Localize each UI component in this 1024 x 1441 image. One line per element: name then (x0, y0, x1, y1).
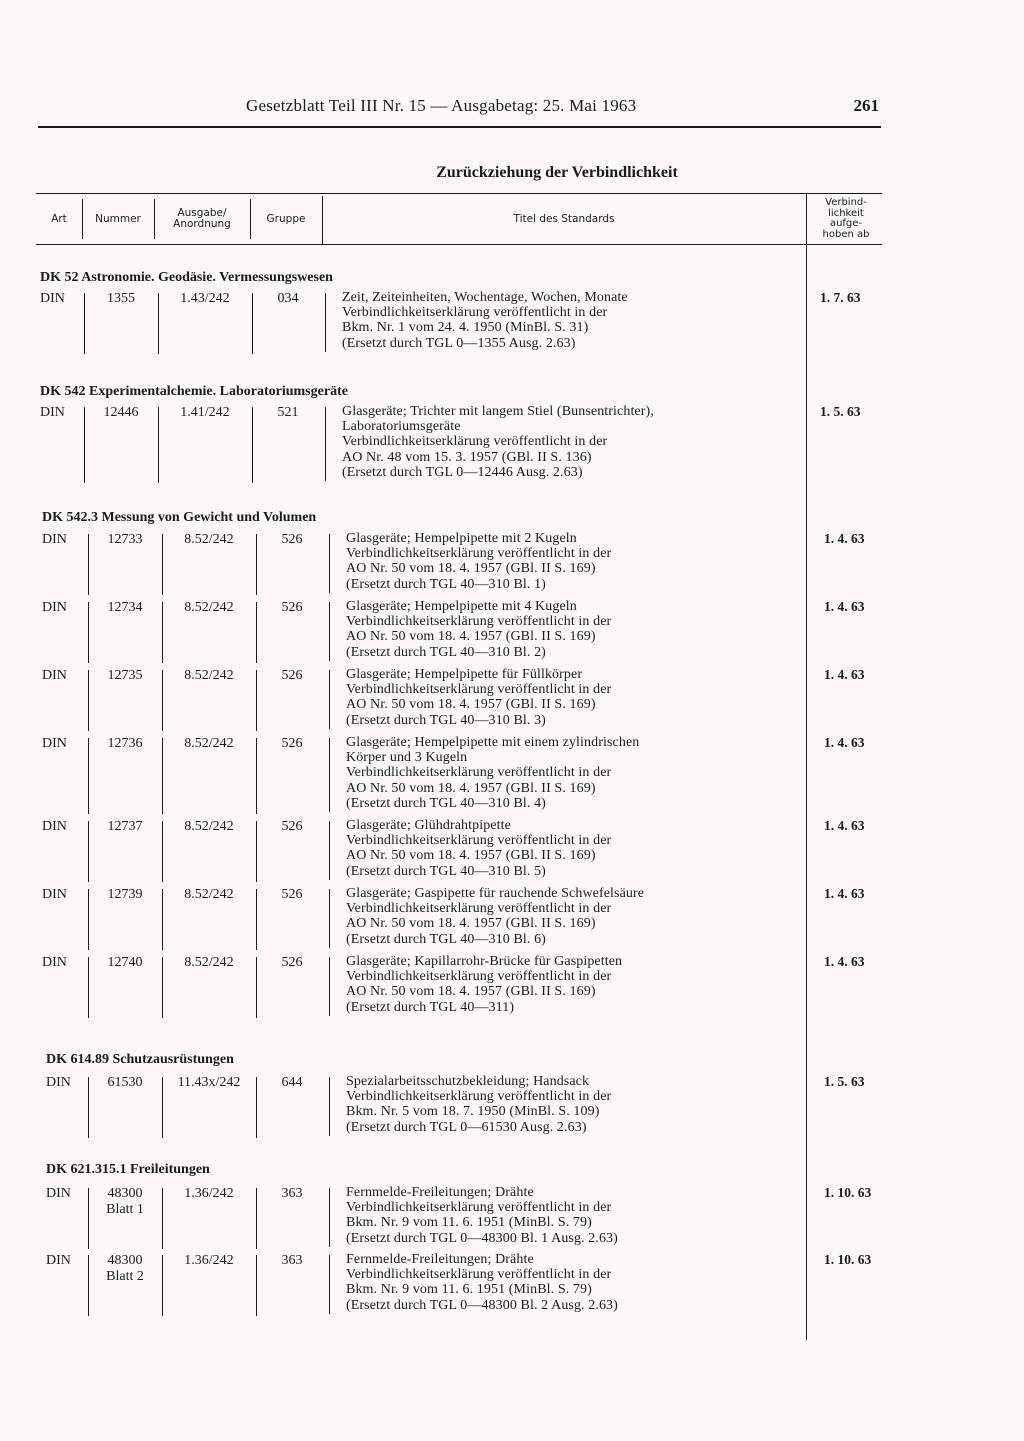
cell-nummer: 48300 (107, 1186, 143, 1201)
group-heading: DK 52 Astronomie. Geodäsie. Vermessungswesen (40, 270, 333, 285)
cell-art: DIN (42, 887, 67, 902)
title-line: AO Nr. 50 vom 18. 4. 1957 (GBl. II S. 169) (346, 780, 596, 796)
column-rule (252, 407, 253, 483)
title-rule (325, 293, 326, 352)
title-line: Verbindlichkeitserklärung veröffentlicht in der (346, 901, 612, 917)
column-rule (88, 821, 89, 882)
title-rule (329, 1077, 330, 1136)
cell-ausgabe: 8.52/242 (184, 600, 234, 615)
cell-ausgabe: 1.43/242 (180, 291, 230, 306)
cell-art: DIN (46, 1075, 71, 1090)
cell-ausgabe: 8.52/242 (184, 955, 234, 970)
title-line: (Ersetzt durch TGL 40—310 Bl. 4) (346, 795, 546, 811)
column-rule (256, 957, 257, 1018)
title-rule (329, 957, 330, 1016)
column-rule (256, 1255, 257, 1316)
cell-date: 1. 4. 63 (824, 954, 865, 969)
title-rule (329, 889, 330, 948)
cell-nummer: 12734 (107, 600, 143, 615)
column-rule (256, 821, 257, 882)
column-rule (162, 1077, 163, 1138)
cell-art: DIN (42, 736, 67, 751)
column-rule (256, 1077, 257, 1138)
column-rule (84, 293, 85, 354)
column-rule (162, 534, 163, 595)
cell-date: 1. 4. 63 (824, 818, 865, 833)
cell-date: 1. 10. 63 (824, 1185, 872, 1200)
title-line: Bkm. Nr. 5 vom 18. 7. 1950 (MinBl. S. 109) (346, 1104, 600, 1120)
column-rule (88, 738, 89, 814)
column-rule (88, 602, 89, 663)
cell-gruppe: 526 (281, 887, 303, 902)
column-rule (256, 670, 257, 731)
col-titel: Titel des Standards (513, 212, 615, 225)
section-title: Zurückziehung der Verbindlichkeit (436, 164, 678, 181)
page-number: 261 (853, 96, 879, 115)
title-line: Glasgeräte; Gaspipette für rauchende Schwefelsäure (346, 886, 645, 901)
cell-ausgabe: 8.52/242 (184, 668, 234, 683)
title-line: Glasgeräte; Glühdrahtpipette (346, 818, 511, 833)
cell-ausgabe: 8.52/242 (184, 736, 234, 751)
column-rule (88, 889, 89, 950)
title-line: Glasgeräte; Hempelpipette mit 2 Kugeln (346, 531, 577, 546)
cell-date: 1. 4. 63 (824, 735, 865, 750)
cell-date: 1. 10. 63 (824, 1252, 872, 1267)
cell-ausgabe: 8.52/242 (184, 887, 234, 902)
column-rule (256, 534, 257, 595)
title-rule (329, 821, 330, 880)
group-heading: DK 621.315.1 Freileitungen (46, 1162, 210, 1177)
cell-ausgabe: 8.52/242 (184, 819, 234, 834)
title-line: Zeit, Zeiteinheiten, Wochentage, Wochen, Monate (342, 290, 628, 305)
title-line: AO Nr. 50 vom 18. 4. 1957 (GBl. II S. 169) (346, 984, 596, 1000)
title-line: Glasgeräte; Trichter mit langem Stiel (Bunsentrichter), (342, 404, 654, 419)
title-line: Verbindlichkeitserklärung veröffentlicht in der (346, 969, 612, 985)
column-rule (88, 1188, 89, 1249)
col-ausgabe: Ausgabe/ Anordnung (173, 207, 231, 230)
cell-art: DIN (42, 532, 67, 547)
cell-gruppe: 526 (281, 668, 303, 683)
title-rule (329, 670, 330, 729)
title-line: Spezialarbeitsschutzbekleidung; Handsack (346, 1074, 590, 1089)
cell-date: 1. 5. 63 (824, 1074, 865, 1089)
cell-art: DIN (40, 405, 65, 420)
cell-gruppe: 526 (281, 955, 303, 970)
cell-date: 1. 4. 63 (824, 667, 865, 682)
cell-ausgabe: 1.36/242 (184, 1253, 234, 1268)
cell-date: 1. 4. 63 (824, 599, 865, 614)
column-rule (158, 293, 159, 354)
group-heading: DK 542.3 Messung von Gewicht und Volumen (42, 510, 317, 525)
title-rule (329, 602, 330, 661)
title-line: AO Nr. 50 vom 18. 4. 1957 (GBl. II S. 169) (346, 916, 596, 932)
title-line: (Ersetzt durch TGL 40—310 Bl. 1) (346, 576, 546, 592)
column-rule (84, 407, 85, 483)
cell-nummer: 12737 (107, 819, 143, 834)
cell-nummer: 61530 (107, 1075, 143, 1090)
title-rule (329, 1188, 330, 1247)
col-gruppe: Gruppe (266, 212, 306, 225)
cell-date: 1. 5. 63 (820, 404, 861, 419)
title-line: Verbindlichkeitserklärung veröffentlicht in der (346, 833, 612, 849)
cell-art: DIN (40, 291, 65, 306)
cell-art: DIN (46, 1253, 71, 1268)
column-rule (158, 407, 159, 483)
table-header (36, 193, 882, 245)
col-art: Art (51, 212, 67, 225)
cell-gruppe: 526 (281, 736, 303, 751)
cell-date: 1. 4. 63 (824, 886, 865, 901)
col-verbindlichkeit: Verbind- lichkeit aufge- hoben ab (822, 197, 870, 240)
column-rule (162, 1255, 163, 1316)
title-line: Fernmelde-Freileitungen; Drähte (346, 1252, 534, 1267)
cell-art: DIN (42, 955, 67, 970)
title-rule (329, 1255, 330, 1314)
cell-gruppe: 526 (281, 532, 303, 547)
cell-date: 1. 4. 63 (824, 531, 865, 546)
cell-nummer: 12735 (107, 668, 143, 683)
title-line: Bkm. Nr. 1 vom 24. 4. 1950 (MinBl. S. 31) (342, 320, 589, 336)
title-line: (Ersetzt durch TGL 40—310 Bl. 6) (346, 931, 546, 947)
cell-art: DIN (42, 819, 67, 834)
column-rule (162, 602, 163, 663)
column-rule (88, 1077, 89, 1138)
title-line: AO Nr. 48 vom 15. 3. 1957 (GBl. II S. 136) (342, 449, 592, 465)
column-rule (162, 957, 163, 1018)
cell-gruppe: 644 (281, 1075, 303, 1090)
column-rule (162, 889, 163, 950)
cell-art: DIN (46, 1186, 71, 1201)
date-column-rule (806, 193, 807, 1340)
column-rule (252, 293, 253, 354)
cell-gruppe: 526 (281, 819, 303, 834)
title-line: Verbindlichkeitserklärung veröffentlicht in der (346, 765, 612, 781)
title-line: Verbindlichkeitserklärung veröffentlicht in der (346, 1089, 612, 1105)
title-line: Glasgeräte; Hempelpipette für Füllkörper (346, 667, 583, 682)
title-line: Verbindlichkeitserklärung veröffentlicht in der (346, 546, 612, 562)
title-line: Glasgeräte; Kapillarrohr-Brücke für Gaspipetten (346, 954, 623, 969)
cell-nummer: 12733 (107, 532, 143, 547)
cell-gruppe: 363 (281, 1186, 303, 1201)
title-line: Verbindlichkeitserklärung veröffentlicht in der (346, 682, 612, 698)
cell-nummer: 12739 (107, 887, 143, 902)
col-nummer: Nummer (95, 212, 141, 225)
group-heading: DK 614.89 Schutzausrüstungen (46, 1052, 234, 1067)
cell-gruppe: 521 (277, 405, 299, 420)
cell-gruppe: 034 (277, 291, 299, 306)
title-line: (Ersetzt durch TGL 40—310 Bl. 2) (346, 644, 546, 660)
cell-nummer: 12740 (107, 955, 143, 970)
title-line: Glasgeräte; Hempelpipette mit einem zylindrischen (346, 735, 640, 750)
cell-ausgabe: 1.36/242 (184, 1186, 234, 1201)
cell-ausgabe: 1.41/242 (180, 405, 230, 420)
title-line: Verbindlichkeitserklärung veröffentlicht in der (342, 305, 608, 321)
page-header (38, 96, 881, 128)
title-line: AO Nr. 50 vom 18. 4. 1957 (GBl. II S. 169) (346, 697, 596, 713)
column-rule (88, 1255, 89, 1316)
cell-ausgabe: 11.43x/242 (177, 1075, 241, 1090)
title-line: (Ersetzt durch TGL 0—48300 Bl. 1 Ausg. 2.63) (346, 1230, 618, 1246)
title-line: Laboratoriumsgeräte (342, 419, 461, 435)
cell-gruppe: 363 (281, 1253, 303, 1268)
title-line: (Ersetzt durch TGL 40—310 Bl. 5) (346, 863, 546, 879)
title-rule (329, 534, 330, 593)
cell-nummer: 1355 (107, 291, 135, 306)
cell-date: 1. 7. 63 (820, 290, 861, 305)
title-line: AO Nr. 50 vom 18. 4. 1957 (GBl. II S. 169) (346, 848, 596, 864)
cell-ausgabe: 8.52/242 (184, 532, 234, 547)
title-line: (Ersetzt durch TGL 40—311) (346, 999, 515, 1015)
cell-gruppe: 526 (281, 600, 303, 615)
title-line: Fernmelde-Freileitungen; Drähte (346, 1185, 534, 1200)
column-rule (256, 889, 257, 950)
column-rule (88, 534, 89, 595)
title-rule (329, 738, 330, 812)
title-line: AO Nr. 50 vom 18. 4. 1957 (GBl. II S. 169) (346, 561, 596, 577)
column-rule (162, 738, 163, 814)
column-rule (88, 957, 89, 1018)
title-rule (325, 407, 326, 481)
title-line: (Ersetzt durch TGL 0—1355 Ausg. 2.63) (342, 335, 576, 351)
group-heading: DK 542 Experimentalchemie. Laboratoriumsgeräte (40, 384, 348, 399)
cell-nummer: 48300 (107, 1253, 143, 1268)
cell-nummer: 12446 (103, 405, 139, 420)
gazette-title: Gesetzblatt Teil III Nr. 15 — Ausgabetag: 25. Mai 1963 (246, 96, 637, 115)
title-line: Verbindlichkeitserklärung veröffentlicht in der (346, 1267, 612, 1283)
column-rule (256, 1188, 257, 1249)
column-rule (256, 602, 257, 663)
title-line: Glasgeräte; Hempelpipette mit 4 Kugeln (346, 599, 577, 614)
column-rule (162, 670, 163, 731)
title-line: Verbindlichkeitserklärung veröffentlicht in der (346, 614, 612, 630)
cell-nummer: 12736 (107, 736, 143, 751)
column-rule (88, 670, 89, 731)
title-line: (Ersetzt durch TGL 40—310 Bl. 3) (346, 712, 546, 728)
column-rule (162, 821, 163, 882)
column-rule (162, 1188, 163, 1249)
title-line: Verbindlichkeitserklärung veröffentlicht in der (346, 1200, 612, 1216)
title-line: Verbindlichkeitserklärung veröffentlicht in der (342, 434, 608, 450)
cell-art: DIN (42, 600, 67, 615)
title-line: Körper und 3 Kugeln (346, 750, 468, 766)
column-rule (256, 738, 257, 814)
title-line: (Ersetzt durch TGL 0—12446 Ausg. 2.63) (342, 464, 583, 480)
title-line: AO Nr. 50 vom 18. 4. 1957 (GBl. II S. 169) (346, 629, 596, 645)
title-line: (Ersetzt durch TGL 0—48300 Bl. 2 Ausg. 2.63) (346, 1297, 618, 1313)
title-line: Bkm. Nr. 9 vom 11. 6. 1951 (MinBl. S. 79) (346, 1215, 592, 1231)
title-line: (Ersetzt durch TGL 0—61530 Ausg. 2.63) (346, 1119, 587, 1135)
cell-nummer-blatt: Blatt 2 (106, 1269, 144, 1284)
title-line: Bkm. Nr. 9 vom 11. 6. 1951 (MinBl. S. 79) (346, 1282, 592, 1298)
cell-nummer-blatt: Blatt 1 (106, 1202, 144, 1217)
cell-art: DIN (42, 668, 67, 683)
